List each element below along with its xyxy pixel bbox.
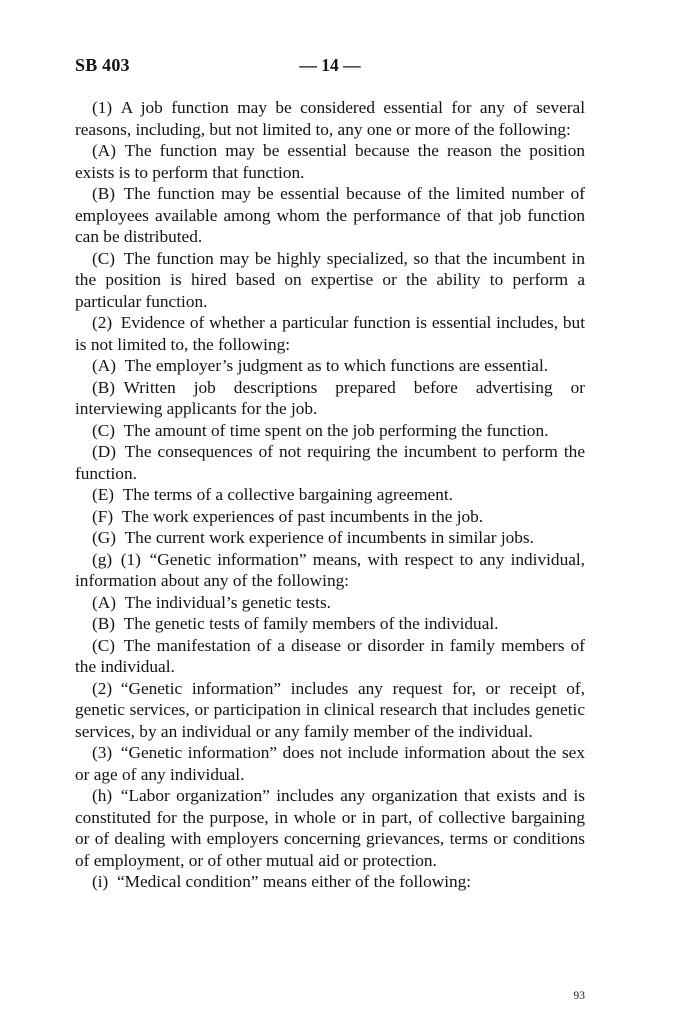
page-heading: — 14 — — [299, 55, 361, 75]
body-paragraph: (A) The function may be essential because the reason the position exists is to perform that function. — [75, 141, 585, 182]
body-paragraph: (D) The consequences of not requiring the incumbent to perform the function. — [75, 442, 585, 483]
body-paragraph: (2) “Genetic information” includes any request for, or receipt of, genetic services, or participation in clinical research that includes genetic services, by an individual or any family member of the individual. — [75, 678, 585, 741]
body-paragraph: (C) The manifestation of a disease or disorder in family members of the individual. — [75, 635, 585, 676]
body-paragraph: (B) The function may be essential because of the limited number of employees available among whom the performance of that job function can be distributed. — [75, 184, 585, 246]
document-text — [75, 97, 585, 893]
body-paragraph: (2) Evidence of whether a particular function is essential includes, but is not limited to, the following: — [75, 313, 585, 354]
body-paragraph: (G) The current work experience of incumbents in similar jobs. — [92, 528, 534, 547]
body-paragraph: (C) The function may be highly specialized, so that the incumbent in the position is hired based on expertise or the ability to perform a particular function. — [75, 248, 585, 311]
body-paragraph: (A) The individual’s genetic tests. — [92, 592, 332, 612]
body-paragraph: (i) “Medical condition” means either of the following: — [92, 872, 472, 891]
body-paragraph: (E) The terms of a collective bargaining agreement. — [92, 485, 453, 504]
body-paragraph: (C) The amount of time spent on the job performing the function. — [92, 420, 549, 440]
page-number: 93 — [573, 990, 585, 1002]
body-paragraph: (B) The genetic tests of family members of the individual. — [92, 614, 499, 633]
body-paragraph: (F) The work experiences of past incumbents in the job. — [92, 506, 484, 526]
page-header — [75, 55, 585, 77]
page-footer — [574, 990, 586, 1002]
body-paragraph: (A) The employer’s judgment as to which functions are essential. — [92, 356, 549, 375]
body-paragraph: (g) (1) “Genetic information” means, with respect to any individual, information about any of the following: — [75, 549, 585, 590]
body-paragraph: (3) “Genetic information” does not include information about the sex or age of any individual. — [75, 743, 585, 784]
bill-number: SB 403 — [75, 55, 130, 75]
body-paragraph: (h) “Labor organization” includes any organization that exists and is constituted for the purpose, in whole or in part, of collective bargaining or of dealing with employers concerning grievances, terms or conditions of employment, or of other mutual aid or protection. — [75, 786, 585, 870]
body-paragraph: (1) A job function may be considered essential for any of several reasons, including, but not limited to, any one or more of the following: — [75, 98, 585, 139]
body-paragraph: (B) Written job descriptions prepared before advertising or interviewing applicants for the job. — [75, 377, 585, 418]
